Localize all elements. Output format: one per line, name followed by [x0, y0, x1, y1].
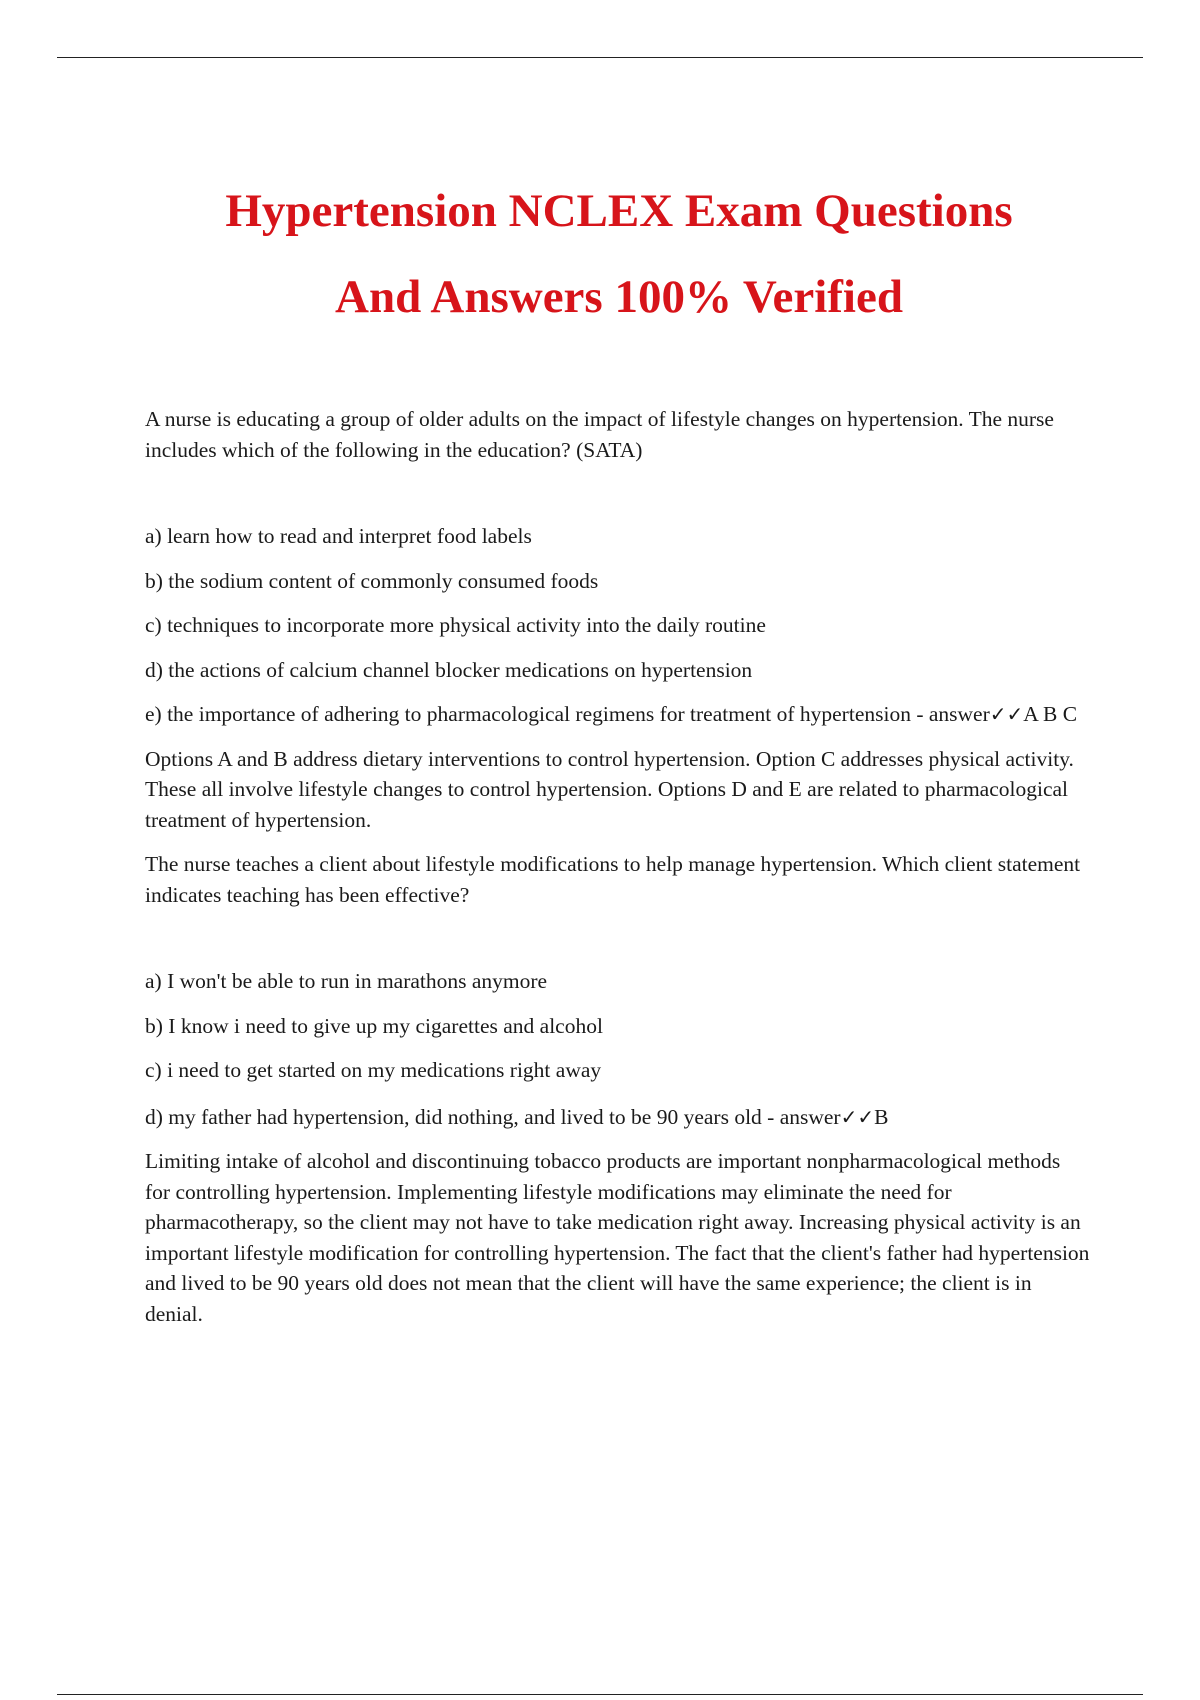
checkmark-icon: ✓✓: [989, 702, 1024, 726]
document-title: [0, 168, 1200, 340]
question-2-option-d: [145, 1102, 1090, 1133]
question-2-option-a: a) I won't be able to run in marathons anymore: [145, 969, 548, 993]
question-2-option-b: b) I know i need to give up my cigarettes and alcohol: [145, 1013, 603, 1038]
title-line-1: Hypertension NCLEX Exam Questions: [225, 185, 1013, 237]
question-1: [145, 404, 1090, 835]
question-1-option-d: d) the actions of calcium channel blocker medications on hypertension: [145, 657, 753, 682]
question-1-option-c: c) techniques to incorporate more physical activity into the daily routine: [145, 613, 766, 637]
question-2-option-d-text: d) my father had hypertension, did nothing, and lived to be 90 years old - answer: [145, 1104, 841, 1129]
question-2-prompt: The nurse teaches a client about lifestyle modifications to help manage hypertension. Which client statement indicates teaching has been effective?: [145, 852, 1081, 907]
question-1-option-e-text: e) the importance of adhering to pharmacological regimens for treatment of hypertension - answer: [145, 702, 990, 726]
question-1-option-e: [145, 699, 1090, 730]
question-1-answer: A B C: [1023, 702, 1078, 726]
question-2-rationale: Limiting intake of alcohol and discontinuing tobacco products are important nonpharmacological methods for controlling hypertension. Implementing lifestyle modifications may eliminate the need for pharmacotherapy, so the client may not have to take medication right away. Increasing physical activity is an important lifestyle modification for controlling hypertension. The fact that the client's father had hypertension and lived to be 90 years old does not mean that the client will have the same experience; the client is in denial.: [145, 1149, 1090, 1326]
checkmark-icon: ✓✓: [840, 1104, 875, 1129]
question-1-rationale: Options A and B address dietary interventions to control hypertension. Option C addresses physical activity. These all involve lifestyle changes to control hypertension. Options D and E are related to pharmacological treatment of hypertension.: [145, 746, 1074, 832]
bottom-divider: [57, 1694, 1143, 1695]
question-1-option-a: a) learn how to read and interpret food labels: [145, 524, 532, 548]
question-2: [145, 849, 1090, 1329]
title-line-2: And Answers 100% Verified: [335, 271, 903, 323]
document-body: [145, 404, 1090, 1329]
question-2-option-c: c) i need to get started on my medications right away: [145, 1058, 602, 1082]
question-1-option-b: b) the sodium content of commonly consumed foods: [145, 568, 599, 593]
question-2-answer: B: [874, 1104, 889, 1129]
top-divider: [57, 57, 1143, 58]
question-1-prompt: A nurse is educating a group of older adults on the impact of lifestyle changes on hypertension. The nurse includes which of the following in the education? (SATA): [145, 407, 1054, 462]
